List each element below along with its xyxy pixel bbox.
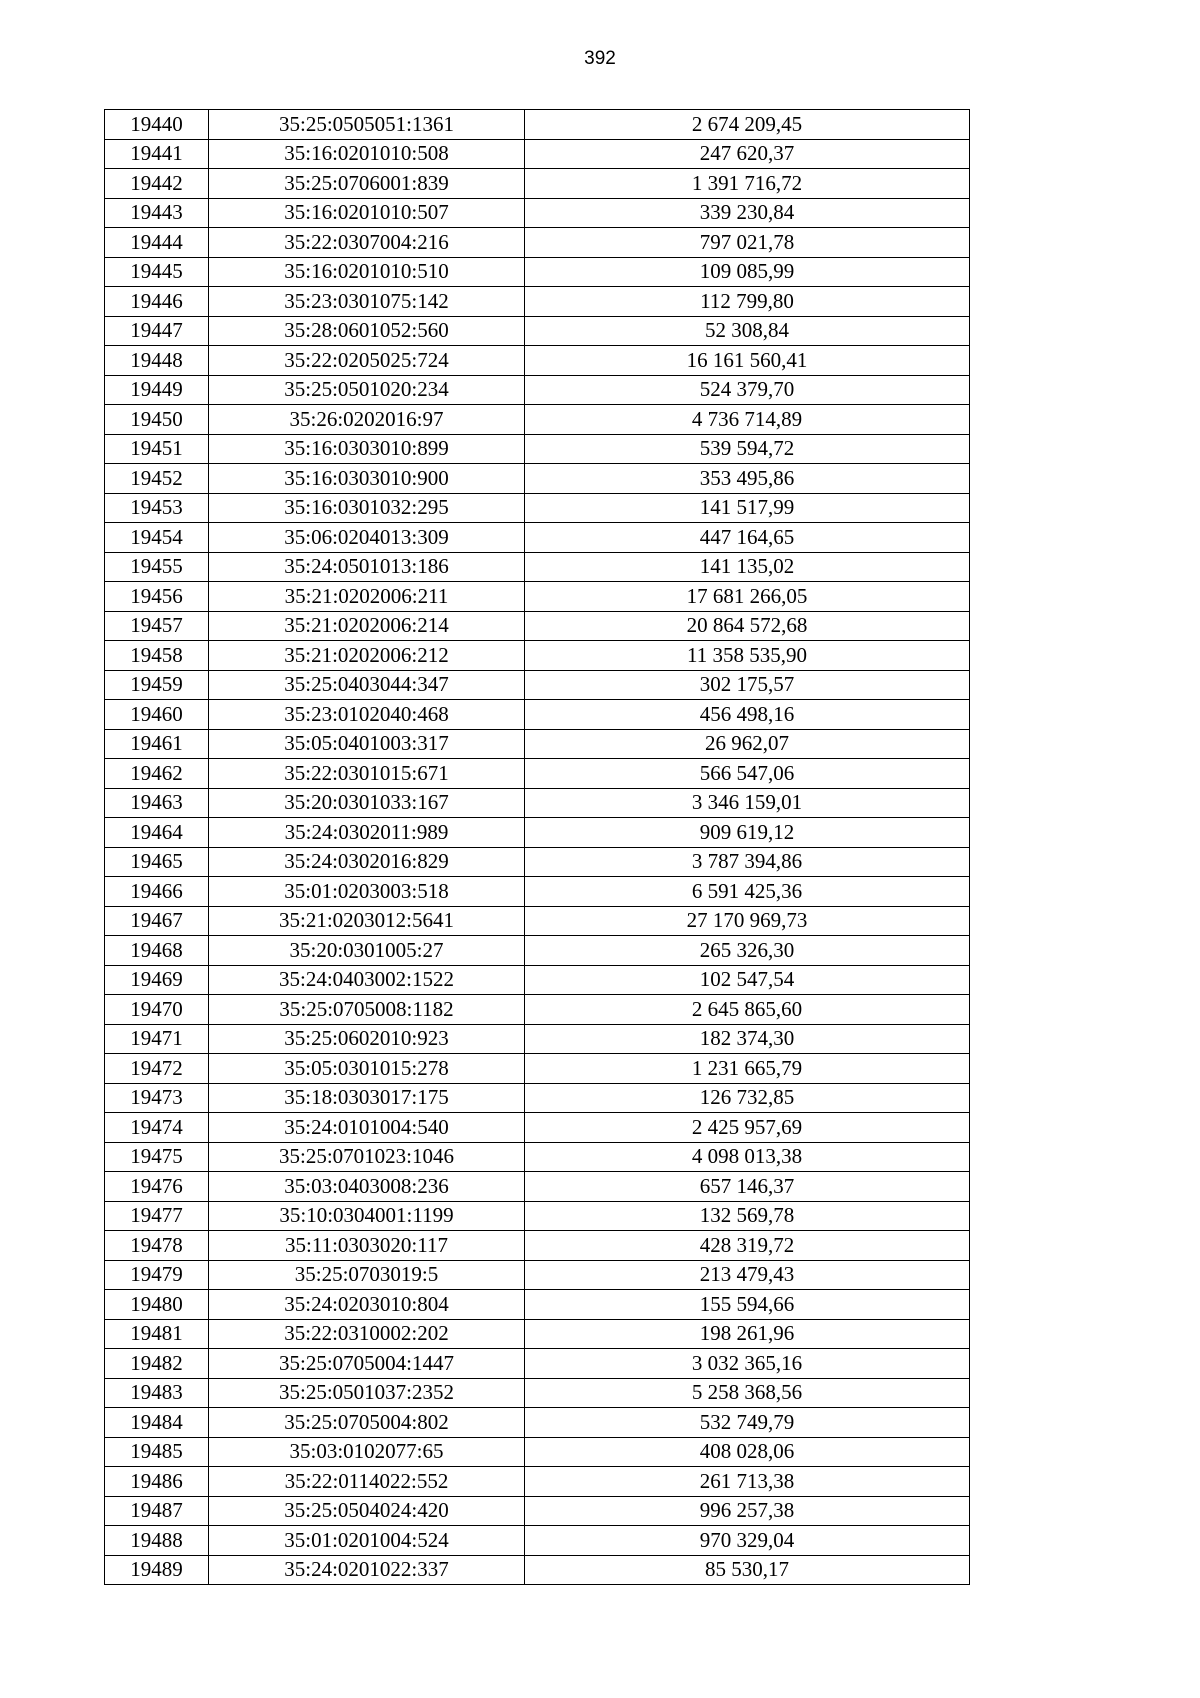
row-number-cell: 19476 bbox=[105, 1172, 209, 1202]
row-number-cell: 19480 bbox=[105, 1290, 209, 1320]
cadastral-value-cell: 1 231 665,79 bbox=[525, 1054, 970, 1084]
row-number-cell: 19442 bbox=[105, 169, 209, 199]
cadastral-value-cell: 16 161 560,41 bbox=[525, 346, 970, 376]
row-number-cell: 19481 bbox=[105, 1319, 209, 1349]
cadastral-number-cell: 35:24:0501013:186 bbox=[209, 552, 525, 582]
table-row bbox=[105, 1319, 970, 1349]
row-number-cell: 19487 bbox=[105, 1496, 209, 1526]
table-row bbox=[105, 523, 970, 553]
cadastral-number-cell: 35:25:0403044:347 bbox=[209, 670, 525, 700]
row-number-cell: 19450 bbox=[105, 405, 209, 435]
cadastral-number-cell: 35:18:0303017:175 bbox=[209, 1083, 525, 1113]
cadastral-value-cell: 85 530,17 bbox=[525, 1555, 970, 1585]
table-row bbox=[105, 788, 970, 818]
cadastral-value-cell: 447 164,65 bbox=[525, 523, 970, 553]
table-row bbox=[105, 995, 970, 1025]
table-row bbox=[105, 1437, 970, 1467]
cadastral-number-cell: 35:20:0301033:167 bbox=[209, 788, 525, 818]
cadastral-number-cell: 35:25:0501037:2352 bbox=[209, 1378, 525, 1408]
cadastral-value-cell: 2 645 865,60 bbox=[525, 995, 970, 1025]
cadastral-value-cell: 302 175,57 bbox=[525, 670, 970, 700]
row-number-cell: 19453 bbox=[105, 493, 209, 523]
cadastral-number-cell: 35:28:0601052:560 bbox=[209, 316, 525, 346]
table-row bbox=[105, 198, 970, 228]
table-row bbox=[105, 1024, 970, 1054]
cadastral-value-cell: 4 736 714,89 bbox=[525, 405, 970, 435]
cadastral-number-cell: 35:25:0602010:923 bbox=[209, 1024, 525, 1054]
cadastral-value-cell: 2 425 957,69 bbox=[525, 1113, 970, 1143]
cadastral-value-cell: 3 787 394,86 bbox=[525, 847, 970, 877]
table-row bbox=[105, 110, 970, 140]
cadastral-number-cell: 35:23:0102040:468 bbox=[209, 700, 525, 730]
table-row bbox=[105, 582, 970, 612]
table-row bbox=[105, 375, 970, 405]
cadastral-value-cell: 566 547,06 bbox=[525, 759, 970, 789]
row-number-cell: 19477 bbox=[105, 1201, 209, 1231]
cadastral-number-cell: 35:24:0201022:337 bbox=[209, 1555, 525, 1585]
cadastral-number-cell: 35:22:0114022:552 bbox=[209, 1467, 525, 1497]
cadastral-value-cell: 52 308,84 bbox=[525, 316, 970, 346]
cadastral-number-cell: 35:16:0201010:507 bbox=[209, 198, 525, 228]
row-number-cell: 19464 bbox=[105, 818, 209, 848]
row-number-cell: 19483 bbox=[105, 1378, 209, 1408]
row-number-cell: 19462 bbox=[105, 759, 209, 789]
cadastral-number-cell: 35:25:0703019:5 bbox=[209, 1260, 525, 1290]
page-number: 392 bbox=[584, 48, 616, 69]
cadastral-number-cell: 35:21:0202006:212 bbox=[209, 641, 525, 671]
row-number-cell: 19475 bbox=[105, 1142, 209, 1172]
table-row bbox=[105, 729, 970, 759]
row-number-cell: 19459 bbox=[105, 670, 209, 700]
row-number-cell: 19482 bbox=[105, 1349, 209, 1379]
row-number-cell: 19451 bbox=[105, 434, 209, 464]
cadastral-value-cell: 1 391 716,72 bbox=[525, 169, 970, 199]
cadastral-number-cell: 35:03:0102077:65 bbox=[209, 1437, 525, 1467]
row-number-cell: 19441 bbox=[105, 139, 209, 169]
cadastral-number-cell: 35:01:0203003:518 bbox=[209, 877, 525, 907]
cadastral-value-cell: 112 799,80 bbox=[525, 287, 970, 317]
table-row bbox=[105, 670, 970, 700]
cadastral-value-cell: 539 594,72 bbox=[525, 434, 970, 464]
cadastral-number-cell: 35:05:0401003:317 bbox=[209, 729, 525, 759]
cadastral-number-cell: 35:22:0307004:216 bbox=[209, 228, 525, 258]
cadastral-value-cell: 26 962,07 bbox=[525, 729, 970, 759]
table-row bbox=[105, 641, 970, 671]
cadastral-value-cell: 126 732,85 bbox=[525, 1083, 970, 1113]
row-number-cell: 19455 bbox=[105, 552, 209, 582]
cadastral-value-cell: 797 021,78 bbox=[525, 228, 970, 258]
row-number-cell: 19448 bbox=[105, 346, 209, 376]
cadastral-value-cell: 996 257,38 bbox=[525, 1496, 970, 1526]
cadastral-number-cell: 35:24:0302016:829 bbox=[209, 847, 525, 877]
table-row bbox=[105, 847, 970, 877]
row-number-cell: 19452 bbox=[105, 464, 209, 494]
cadastral-value-cell: 657 146,37 bbox=[525, 1172, 970, 1202]
row-number-cell: 19471 bbox=[105, 1024, 209, 1054]
cadastral-number-cell: 35:24:0101004:540 bbox=[209, 1113, 525, 1143]
cadastral-value-cell: 3 032 365,16 bbox=[525, 1349, 970, 1379]
cadastral-value-cell: 213 479,43 bbox=[525, 1260, 970, 1290]
table-row bbox=[105, 1290, 970, 1320]
table-row bbox=[105, 936, 970, 966]
row-number-cell: 19443 bbox=[105, 198, 209, 228]
table-row bbox=[105, 464, 970, 494]
cadastral-number-cell: 35:06:0204013:309 bbox=[209, 523, 525, 553]
table-row bbox=[105, 1231, 970, 1261]
cadastral-number-cell: 35:25:0701023:1046 bbox=[209, 1142, 525, 1172]
table-row bbox=[105, 139, 970, 169]
cadastral-value-cell: 3 346 159,01 bbox=[525, 788, 970, 818]
cadastral-number-cell: 35:16:0201010:508 bbox=[209, 139, 525, 169]
table-row bbox=[105, 1526, 970, 1556]
cadastral-value-cell: 247 620,37 bbox=[525, 139, 970, 169]
table-row bbox=[105, 1054, 970, 1084]
row-number-cell: 19457 bbox=[105, 611, 209, 641]
cadastral-value-cell: 6 591 425,36 bbox=[525, 877, 970, 907]
cadastral-number-cell: 35:25:0706001:839 bbox=[209, 169, 525, 199]
table-row bbox=[105, 1467, 970, 1497]
table-row bbox=[105, 1142, 970, 1172]
cadastral-number-cell: 35:16:0201010:510 bbox=[209, 257, 525, 287]
table-row bbox=[105, 1408, 970, 1438]
cadastral-number-cell: 35:16:0303010:899 bbox=[209, 434, 525, 464]
cadastral-number-cell: 35:10:0304001:1199 bbox=[209, 1201, 525, 1231]
cadastral-number-cell: 35:20:0301005:27 bbox=[209, 936, 525, 966]
cadastral-number-cell: 35:16:0301032:295 bbox=[209, 493, 525, 523]
table-row bbox=[105, 346, 970, 376]
row-number-cell: 19472 bbox=[105, 1054, 209, 1084]
cadastral-number-cell: 35:25:0705008:1182 bbox=[209, 995, 525, 1025]
table-row bbox=[105, 1555, 970, 1585]
table-row bbox=[105, 906, 970, 936]
cadastral-value-cell: 4 098 013,38 bbox=[525, 1142, 970, 1172]
row-number-cell: 19446 bbox=[105, 287, 209, 317]
cadastral-number-cell: 35:23:0301075:142 bbox=[209, 287, 525, 317]
row-number-cell: 19461 bbox=[105, 729, 209, 759]
row-number-cell: 19445 bbox=[105, 257, 209, 287]
table-row bbox=[105, 1083, 970, 1113]
cadastral-number-cell: 35:21:0202006:214 bbox=[209, 611, 525, 641]
table-row bbox=[105, 759, 970, 789]
cadastral-value-cell: 109 085,99 bbox=[525, 257, 970, 287]
table-row bbox=[105, 1378, 970, 1408]
table-row bbox=[105, 1113, 970, 1143]
table-row bbox=[105, 1260, 970, 1290]
table-row bbox=[105, 287, 970, 317]
row-number-cell: 19466 bbox=[105, 877, 209, 907]
table-row bbox=[105, 493, 970, 523]
cadastral-value-cell: 102 547,54 bbox=[525, 965, 970, 995]
row-number-cell: 19468 bbox=[105, 936, 209, 966]
row-number-cell: 19447 bbox=[105, 316, 209, 346]
cadastral-value-cell: 132 569,78 bbox=[525, 1201, 970, 1231]
table-row bbox=[105, 169, 970, 199]
cadastral-value-cell: 27 170 969,73 bbox=[525, 906, 970, 936]
cadastral-number-cell: 35:24:0302011:989 bbox=[209, 818, 525, 848]
cadastral-number-cell: 35:22:0301015:671 bbox=[209, 759, 525, 789]
cadastral-number-cell: 35:21:0203012:5641 bbox=[209, 906, 525, 936]
cadastral-value-cell: 265 326,30 bbox=[525, 936, 970, 966]
table-row bbox=[105, 965, 970, 995]
cadastral-value-cell: 532 749,79 bbox=[525, 1408, 970, 1438]
table-row bbox=[105, 316, 970, 346]
table-row bbox=[105, 877, 970, 907]
cadastral-value-cell: 2 674 209,45 bbox=[525, 110, 970, 140]
table-row bbox=[105, 818, 970, 848]
cadastral-value-cell: 261 713,38 bbox=[525, 1467, 970, 1497]
cadastral-number-cell: 35:25:0705004:802 bbox=[209, 1408, 525, 1438]
table-row bbox=[105, 700, 970, 730]
table-row bbox=[105, 1201, 970, 1231]
row-number-cell: 19454 bbox=[105, 523, 209, 553]
row-number-cell: 19474 bbox=[105, 1113, 209, 1143]
row-number-cell: 19440 bbox=[105, 110, 209, 140]
cadastral-number-cell: 35:25:0501020:234 bbox=[209, 375, 525, 405]
row-number-cell: 19467 bbox=[105, 906, 209, 936]
row-number-cell: 19458 bbox=[105, 641, 209, 671]
row-number-cell: 19479 bbox=[105, 1260, 209, 1290]
cadastral-number-cell: 35:25:0504024:420 bbox=[209, 1496, 525, 1526]
cadastral-value-cell: 524 379,70 bbox=[525, 375, 970, 405]
row-number-cell: 19473 bbox=[105, 1083, 209, 1113]
cadastral-value-cell: 408 028,06 bbox=[525, 1437, 970, 1467]
cadastral-number-cell: 35:22:0205025:724 bbox=[209, 346, 525, 376]
cadastral-value-cell: 20 864 572,68 bbox=[525, 611, 970, 641]
cadastral-number-cell: 35:24:0203010:804 bbox=[209, 1290, 525, 1320]
cadastral-value-cell: 5 258 368,56 bbox=[525, 1378, 970, 1408]
row-number-cell: 19484 bbox=[105, 1408, 209, 1438]
table-row bbox=[105, 1172, 970, 1202]
cadastral-value-cell: 11 358 535,90 bbox=[525, 641, 970, 671]
table-row bbox=[105, 434, 970, 464]
cadastral-number-cell: 35:05:0301015:278 bbox=[209, 1054, 525, 1084]
cadastral-value-cell: 141 517,99 bbox=[525, 493, 970, 523]
cadastral-value-cell: 909 619,12 bbox=[525, 818, 970, 848]
cadastral-number-cell: 35:21:0202006:211 bbox=[209, 582, 525, 612]
table-row bbox=[105, 1496, 970, 1526]
cadastral-value-cell: 155 594,66 bbox=[525, 1290, 970, 1320]
row-number-cell: 19463 bbox=[105, 788, 209, 818]
table-row bbox=[105, 257, 970, 287]
cadastral-value-cell: 141 135,02 bbox=[525, 552, 970, 582]
table-row bbox=[105, 1349, 970, 1379]
cadastral-value-cell: 339 230,84 bbox=[525, 198, 970, 228]
cadastral-number-cell: 35:16:0303010:900 bbox=[209, 464, 525, 494]
cadastral-number-cell: 35:26:0202016:97 bbox=[209, 405, 525, 435]
row-number-cell: 19465 bbox=[105, 847, 209, 877]
cadastral-number-cell: 35:24:0403002:1522 bbox=[209, 965, 525, 995]
table-body bbox=[105, 110, 970, 1585]
cadastral-value-cell: 353 495,86 bbox=[525, 464, 970, 494]
row-number-cell: 19485 bbox=[105, 1437, 209, 1467]
cadastral-number-cell: 35:03:0403008:236 bbox=[209, 1172, 525, 1202]
row-number-cell: 19444 bbox=[105, 228, 209, 258]
cadastral-number-cell: 35:11:0303020:117 bbox=[209, 1231, 525, 1261]
cadastral-value-cell: 198 261,96 bbox=[525, 1319, 970, 1349]
cadastral-value-table bbox=[104, 109, 970, 1585]
cadastral-value-cell: 182 374,30 bbox=[525, 1024, 970, 1054]
row-number-cell: 19489 bbox=[105, 1555, 209, 1585]
cadastral-value-cell: 456 498,16 bbox=[525, 700, 970, 730]
row-number-cell: 19456 bbox=[105, 582, 209, 612]
cadastral-number-cell: 35:01:0201004:524 bbox=[209, 1526, 525, 1556]
row-number-cell: 19486 bbox=[105, 1467, 209, 1497]
row-number-cell: 19469 bbox=[105, 965, 209, 995]
cadastral-number-cell: 35:25:0505051:1361 bbox=[209, 110, 525, 140]
row-number-cell: 19449 bbox=[105, 375, 209, 405]
table-row bbox=[105, 611, 970, 641]
cadastral-value-cell: 17 681 266,05 bbox=[525, 582, 970, 612]
cadastral-number-cell: 35:25:0705004:1447 bbox=[209, 1349, 525, 1379]
cadastral-number-cell: 35:22:0310002:202 bbox=[209, 1319, 525, 1349]
table-row bbox=[105, 405, 970, 435]
table-row bbox=[105, 552, 970, 582]
row-number-cell: 19488 bbox=[105, 1526, 209, 1556]
row-number-cell: 19470 bbox=[105, 995, 209, 1025]
cadastral-value-cell: 970 329,04 bbox=[525, 1526, 970, 1556]
row-number-cell: 19460 bbox=[105, 700, 209, 730]
row-number-cell: 19478 bbox=[105, 1231, 209, 1261]
table-row bbox=[105, 228, 970, 258]
cadastral-value-cell: 428 319,72 bbox=[525, 1231, 970, 1261]
